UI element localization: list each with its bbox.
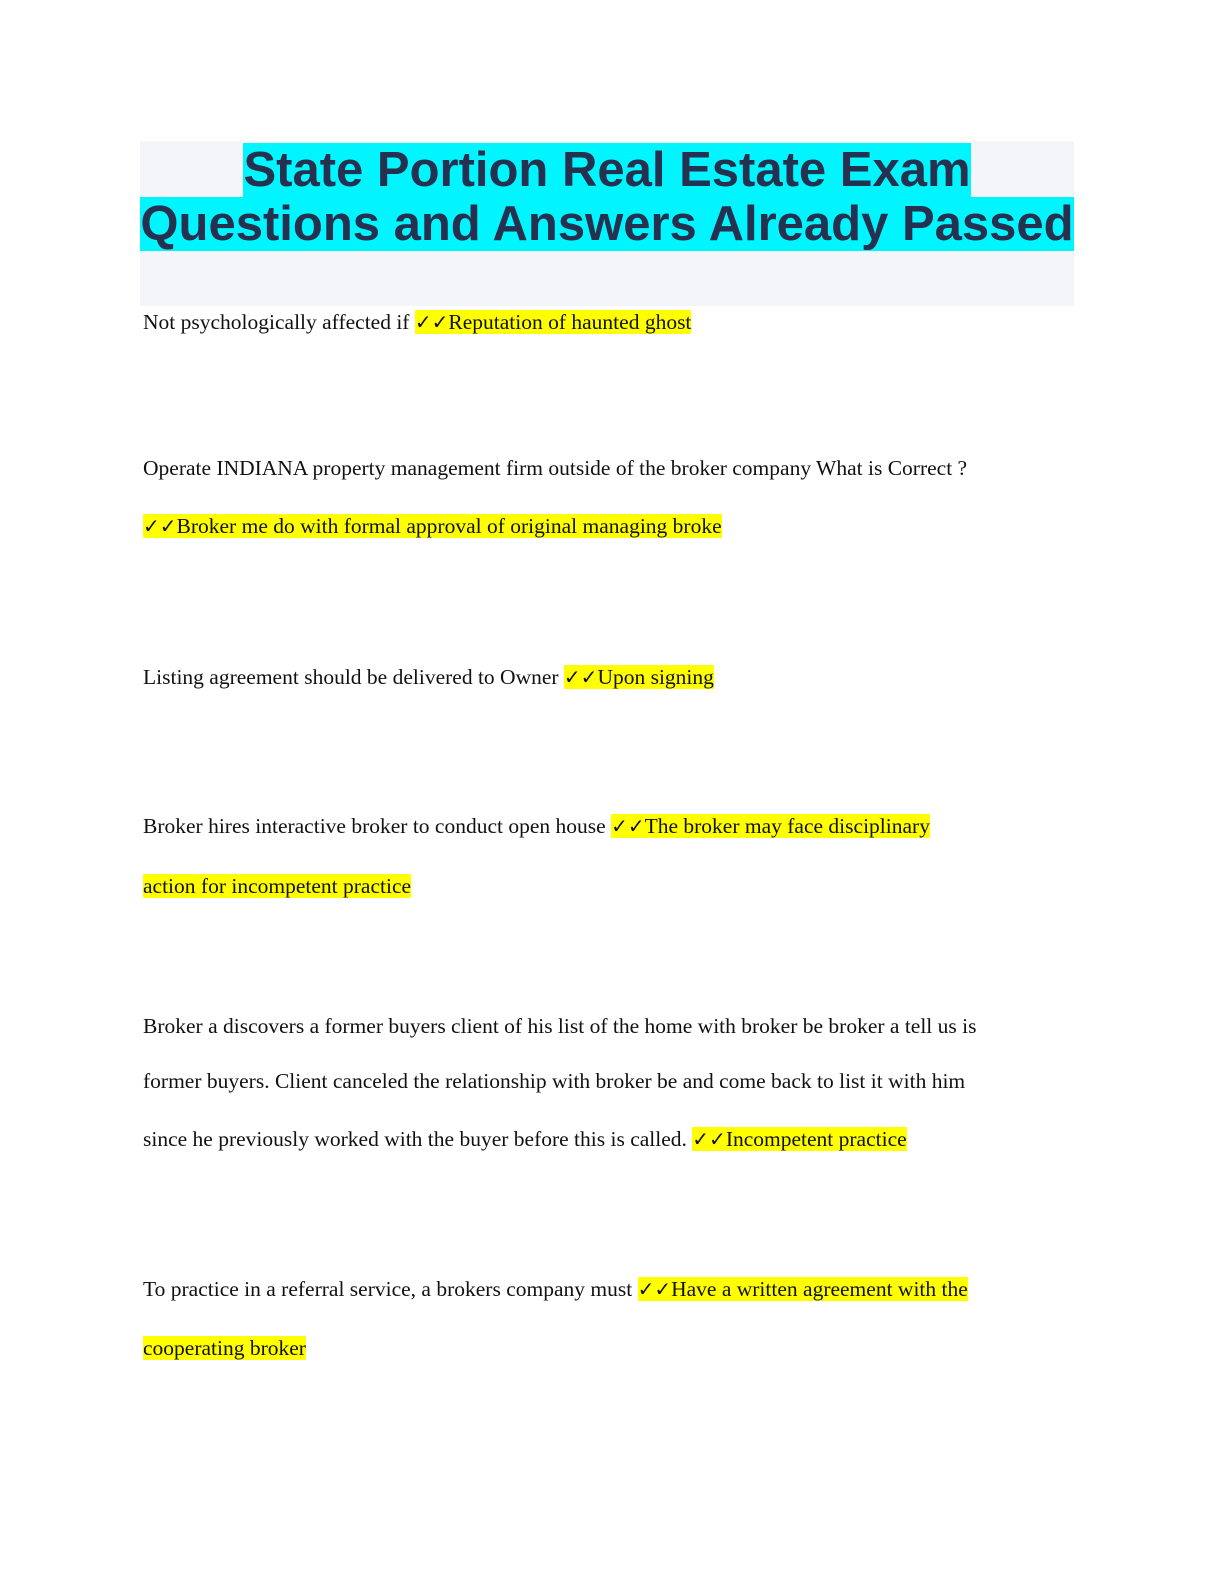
- answer-highlight: [611, 814, 930, 838]
- double-check-icon: ✓✓: [414, 310, 449, 334]
- answer-highlight: [415, 310, 692, 334]
- question-text: Broker a discovers a former buyers client of his list of the home with broker be broker a tell us is: [143, 1014, 977, 1038]
- question-text: To practice in a referral service, a brokers company must: [143, 1277, 638, 1301]
- qa-item-6: [143, 1277, 1083, 1361]
- document-title: [140, 141, 1074, 306]
- answer-text: Broker me do with formal approval of original managing broke: [176, 514, 722, 538]
- answer-text: Have a written agreement with the: [671, 1277, 968, 1301]
- qa-item-5: [143, 1014, 1083, 1152]
- answer-highlight: [692, 1127, 906, 1151]
- answer-text: action for incompetent practice: [143, 874, 412, 898]
- answer-text: Upon signing: [597, 665, 714, 689]
- qa-item-2: [143, 456, 1083, 539]
- answer-highlight: [564, 665, 714, 689]
- question-text: Not psychologically affected if: [143, 310, 415, 334]
- question-text: Broker hires interactive broker to conduct open house: [143, 814, 612, 838]
- question-text: former buyers. Client canceled the relationship with broker be and come back to list it with him: [143, 1069, 966, 1093]
- title-line-2: Questions and Answers Already Passed: [140, 197, 1074, 251]
- answer-text: The broker may face disciplinary: [644, 814, 930, 838]
- qa-item-1: [143, 310, 1083, 335]
- title-line-1: State Portion Real Estate Exam: [243, 143, 971, 197]
- question-text: since he previously worked with the buyer before this is called.: [143, 1127, 693, 1151]
- question-text: Listing agreement should be delivered to Owner: [143, 665, 564, 689]
- double-check-icon: ✓✓: [692, 1127, 726, 1151]
- double-check-icon: ✓✓: [637, 1277, 672, 1301]
- answer-highlight: [638, 1277, 968, 1301]
- double-check-icon: ✓✓: [563, 665, 598, 689]
- answer-text: Incompetent practice: [725, 1127, 907, 1151]
- double-check-icon: ✓✓: [611, 814, 645, 838]
- double-check-icon: ✓✓: [143, 514, 177, 538]
- question-text: Operate INDIANA property management firm outside of the broker company What is Correct ?: [143, 456, 968, 480]
- answer-highlight: [143, 514, 722, 538]
- answer-text: cooperating broker: [143, 1336, 306, 1360]
- qa-item-3: [143, 665, 1083, 690]
- answer-text: Reputation of haunted ghost: [448, 310, 692, 334]
- qa-item-4: [143, 814, 1083, 899]
